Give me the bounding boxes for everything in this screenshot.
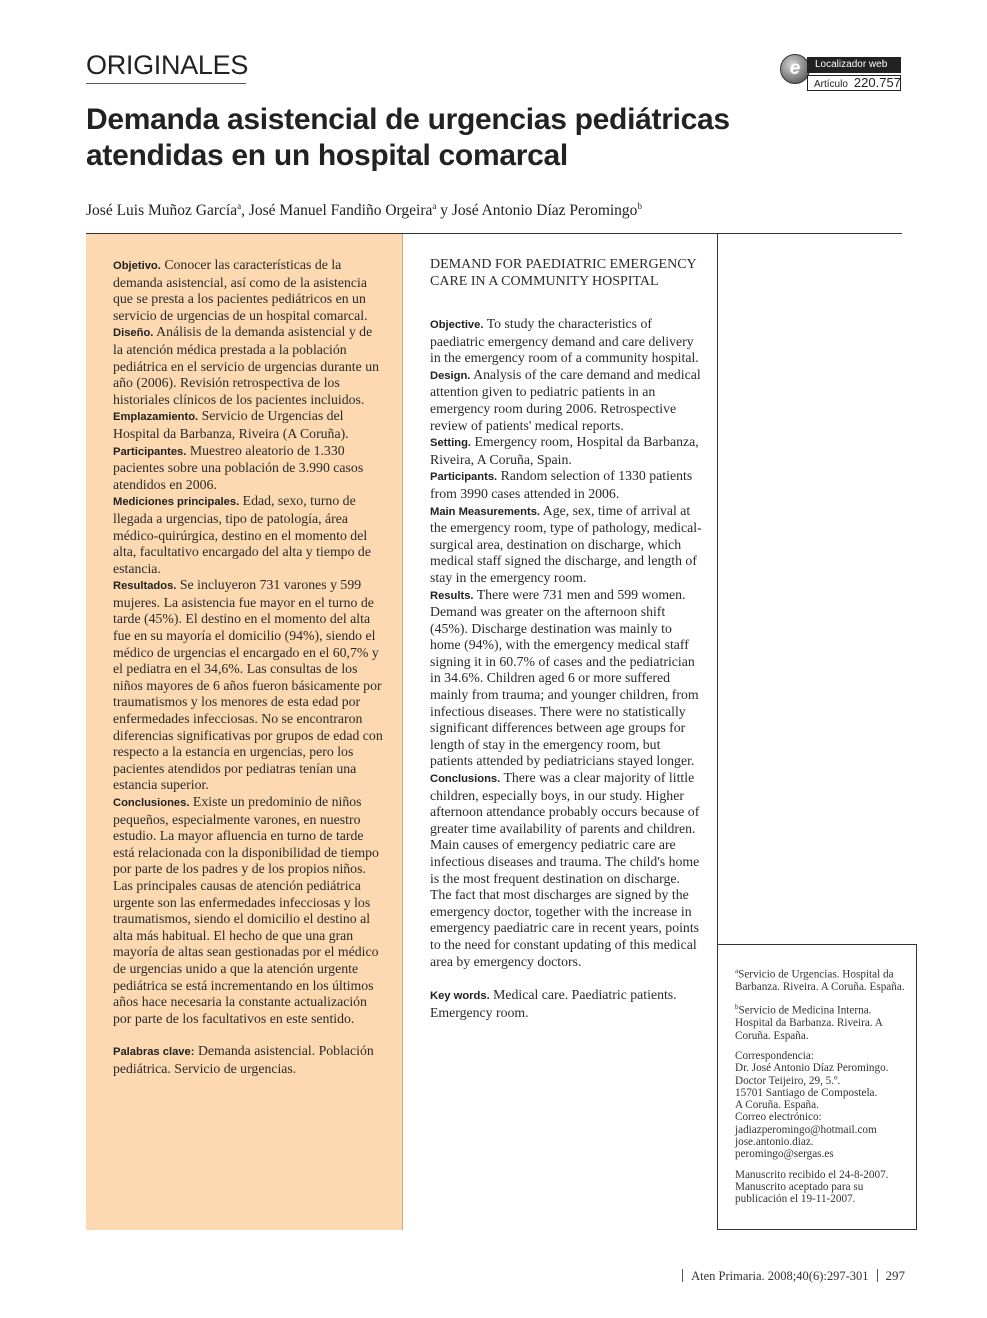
correspondence-name: Dr. José Antonio Díaz Peromingo.: [735, 1062, 889, 1075]
web-locator-article: [807, 75, 901, 91]
section-head: Setting.: [430, 437, 472, 450]
correspondence: [735, 1050, 906, 1161]
section-text: Muestreo aleatorio de 1.330 pacientes sobre una población de 3.990 casos atendidos en 2006.: [113, 442, 364, 492]
section-head: Objective.: [430, 319, 484, 331]
abstract-section: [113, 794, 385, 1027]
keywords: [430, 987, 702, 1021]
affiliation-text: Servicio de Medicina Interna. Hospital da Barbanza. Riveira. A Coruña. España.: [735, 1005, 883, 1042]
author-name: José Manuel Fandiño Orgeira: [248, 202, 433, 220]
footer-divider: [877, 1269, 878, 1282]
section-head: Design.: [430, 369, 471, 382]
section-label: ORIGINALES: [86, 50, 249, 80]
correspondence-city: 15701 Santiago de Compostela.: [735, 1086, 878, 1099]
abstract-section: [113, 257, 385, 324]
english-title: DEMAND FOR PAEDIATRIC EMERGENCY CARE IN A COMMUNITY HOSPITAL: [430, 257, 697, 289]
section-text: Emergency room, Hospital da Barbanza, Riveira, A Coruña, Spain.: [430, 434, 699, 467]
section-head: Conclusions.: [430, 773, 501, 786]
web-locator-label: Localizador web: [807, 57, 901, 73]
web-locator[interactable]: [780, 54, 902, 92]
footer-divider: [682, 1269, 683, 1282]
affiliation-mark: a: [735, 967, 739, 975]
section-head: Mediciones principales.: [113, 496, 240, 509]
section-text: Edad, sexo, turno de llegada a urgencias, tipo de patología, área médico-quirúrgica, destino en el momento del alta, facultativo encargado del alta y tiempo de estancia.: [113, 493, 371, 576]
page-footer: [674, 1268, 905, 1284]
author-list: [86, 201, 906, 220]
article-label: Artículo: [814, 79, 848, 90]
footer-citation: Aten Primaria. 2008;40(6):297-301: [691, 1269, 869, 1283]
abstract-section: [430, 587, 702, 771]
abstract-section: [430, 503, 702, 587]
email-link[interactable]: jose.antonio.diaz.: [735, 1136, 814, 1149]
section-text: Age, sex, time of arrival at the emergency room, type of pathology, medical-surgical area, destination on discharge, which medical staff signed the discharge, and length of stay in the emergency room.: [430, 502, 702, 585]
author-affiliation-mark: a: [432, 201, 437, 211]
abstract-section: [430, 770, 702, 970]
keywords-text: Medical care. Paediatric patients. Emergency room.: [430, 987, 677, 1020]
article-number: 220.757: [853, 75, 901, 90]
section-text: There was a clear majority of little children, especially boys, in our study. Higher afternoon attendance probably occurs because of greater time availability of parents and children. Main causes of emergency pediatric care are infectious diseases and trauma. The child's home is the most frequent destination on discharge. The fact that most discharges are signed by the emergency doctor, together with the increase in emergency paediatric care in recent years, points to the need for constant updating of this medical area by emergency doctors.: [430, 770, 700, 969]
abstract-section: [430, 316, 702, 367]
spanish-abstract: [113, 257, 385, 1078]
article-title: [86, 102, 846, 174]
section-text: To study the characteristics of paediatric emergency demand and care delivery in the emergency room of a community hospital.: [430, 316, 699, 366]
author-separator: y: [436, 202, 452, 220]
affiliation-a: [735, 965, 906, 993]
keywords: [113, 1043, 385, 1077]
section-head: Resultados.: [113, 580, 177, 593]
affiliation-b: [735, 1001, 906, 1042]
received-date: Manuscrito recibido el 24-8-2007.: [735, 1168, 889, 1181]
title-line-2: atendidas en un hospital comarcal: [86, 139, 568, 172]
author-affiliation-mark: b: [637, 201, 642, 211]
section-head: Participants.: [430, 471, 498, 484]
abstract-section: [113, 324, 385, 408]
section-head: Main Measurements.: [430, 505, 541, 518]
section-head: Emplazamiento.: [113, 411, 199, 424]
abstract-section: [430, 468, 702, 502]
abstract-section: [113, 443, 385, 494]
email-link[interactable]: peromingo@sergas.es: [735, 1148, 834, 1161]
correspondence-street: Doctor Teijeiro, 29, 5.º.: [735, 1074, 841, 1087]
section-text: Servicio de Urgencias del Hospital da Barbanza, Riveira (A Coruña).: [113, 408, 349, 441]
author-name: José Antonio Díaz Peromingo: [451, 202, 638, 220]
section-head: Objetivo.: [113, 260, 161, 272]
manuscript-dates: [735, 1169, 906, 1206]
section-text: Conocer las características de la demanda asistencial, así como de la asistencia que se presta a los pacientes pediátricos en un servicio de urgencias de un hospital comarcal.: [113, 257, 368, 323]
affiliation-text: Servicio de Urgencias. Hospital da Barbanza. Riveira. A Coruña. España.: [735, 968, 905, 994]
section-head: Conclusiones.: [113, 797, 190, 809]
affiliation-mark: b: [735, 1003, 739, 1012]
abstract-section: [113, 408, 385, 442]
author-name: José Luis Muñoz García: [86, 202, 238, 220]
title-line-1: Demanda asistencial de urgencias pediátricas: [86, 103, 730, 136]
abstract-section: [430, 367, 702, 434]
email-link[interactable]: jadiazperomingo@hotmail.com: [735, 1123, 877, 1136]
accepted-date: Manuscrito aceptado para su publicación el 19-11-2007.: [735, 1180, 864, 1206]
section-text: Random selection of 1330 patients from 3990 cases attended in 2006.: [430, 468, 693, 501]
abstract-section: [113, 493, 385, 577]
keywords-head: Key words.: [430, 990, 490, 1003]
author-affiliation-mark: a: [237, 201, 242, 211]
section-text: Se incluyeron 731 varones y 599 mujeres. La asistencia fue mayor en el turno de tarde (45%). El destino en el momento del alta fue en su mayoría el domicilio (94%), siendo el médico de urgencias el encargado en el 60,7% y el pediatra en el 34,6%. Las consultas de los niños mayores de 6 años fueron básicamente por traumatismos y los menores de esta edad por enfermedades infecciosas. No se encontraron diferencias significativas por grupos de edad con respecto a la estancia en urgencias, pero los pacientes atendidos por pediatras tenían una estancia superior.: [113, 577, 383, 793]
correspondence-country: A Coruña. España.: [735, 1099, 819, 1112]
section-text: Analysis of the care demand and medical attention given to pediatric patients in an emergency room during 2006. Retrospective review of patients' medical reports.: [430, 366, 701, 433]
english-abstract: [430, 316, 702, 1021]
page-number: 297: [885, 1268, 905, 1283]
section-underline: [86, 83, 246, 84]
keywords-head: Palabras clave:: [113, 1046, 195, 1059]
section-text: Existe un predominio de niños pequeños, especialmente varones, en nuestro estudio. La mayor afluencia en turno de tarde está relacionada con la disponibilidad de tiempo por parte de los padres y de los propios niños. Las principales causas de atención pediátrica urgente son las enfermedades infecciosas y los traumatismos, siendo el domicilio el destino al alta más habitual. El hecho de que una gran mayoría de altas sean gestionadas por el médico de urgencias unido a que la atención urgente pediátrica se está incrementando en los últimos años hace necesaria la constante actualización por parte de los facultativos en este sentido.: [113, 794, 379, 1026]
abstract-section: [430, 434, 702, 468]
affiliations-box: [718, 944, 917, 1230]
section-head: Diseño.: [113, 327, 154, 340]
correspondence-head: Correspondencia:: [735, 1049, 814, 1062]
section-head: Participantes.: [113, 445, 187, 458]
keywords-text: Demanda asistencial. Población pediátrica. Servicio de urgencias.: [113, 1043, 374, 1076]
section-head: Results.: [430, 589, 474, 602]
abstract-section: [113, 577, 385, 794]
e-logo-icon: e: [780, 54, 810, 84]
section-text: There were 731 men and 599 women. Demand was greater on the afternoon shift (45%). Discharge destination was mainly to home (94%), with the emergency medical staff signing it in 60.7% of cases and the pediatrician in 34.6%. Children aged 6 or more suffered mainly from trauma; and younger children, from infectious diseases. There were no statistically significant differences between age groups for length of stay in the emergency room, but patients attended by pediatricians stayed longer.: [430, 586, 699, 769]
author-separator: ,: [241, 202, 249, 220]
email-head: Correo electrónico:: [735, 1111, 822, 1124]
section-text: Análisis de la demanda asistencial y de la atención médica prestada a la población pediátrica en el servicio de urgencias durante un año (2006). Revisión retrospectiva de los historiales clínicos de los pacientes incluidos.: [113, 324, 379, 407]
